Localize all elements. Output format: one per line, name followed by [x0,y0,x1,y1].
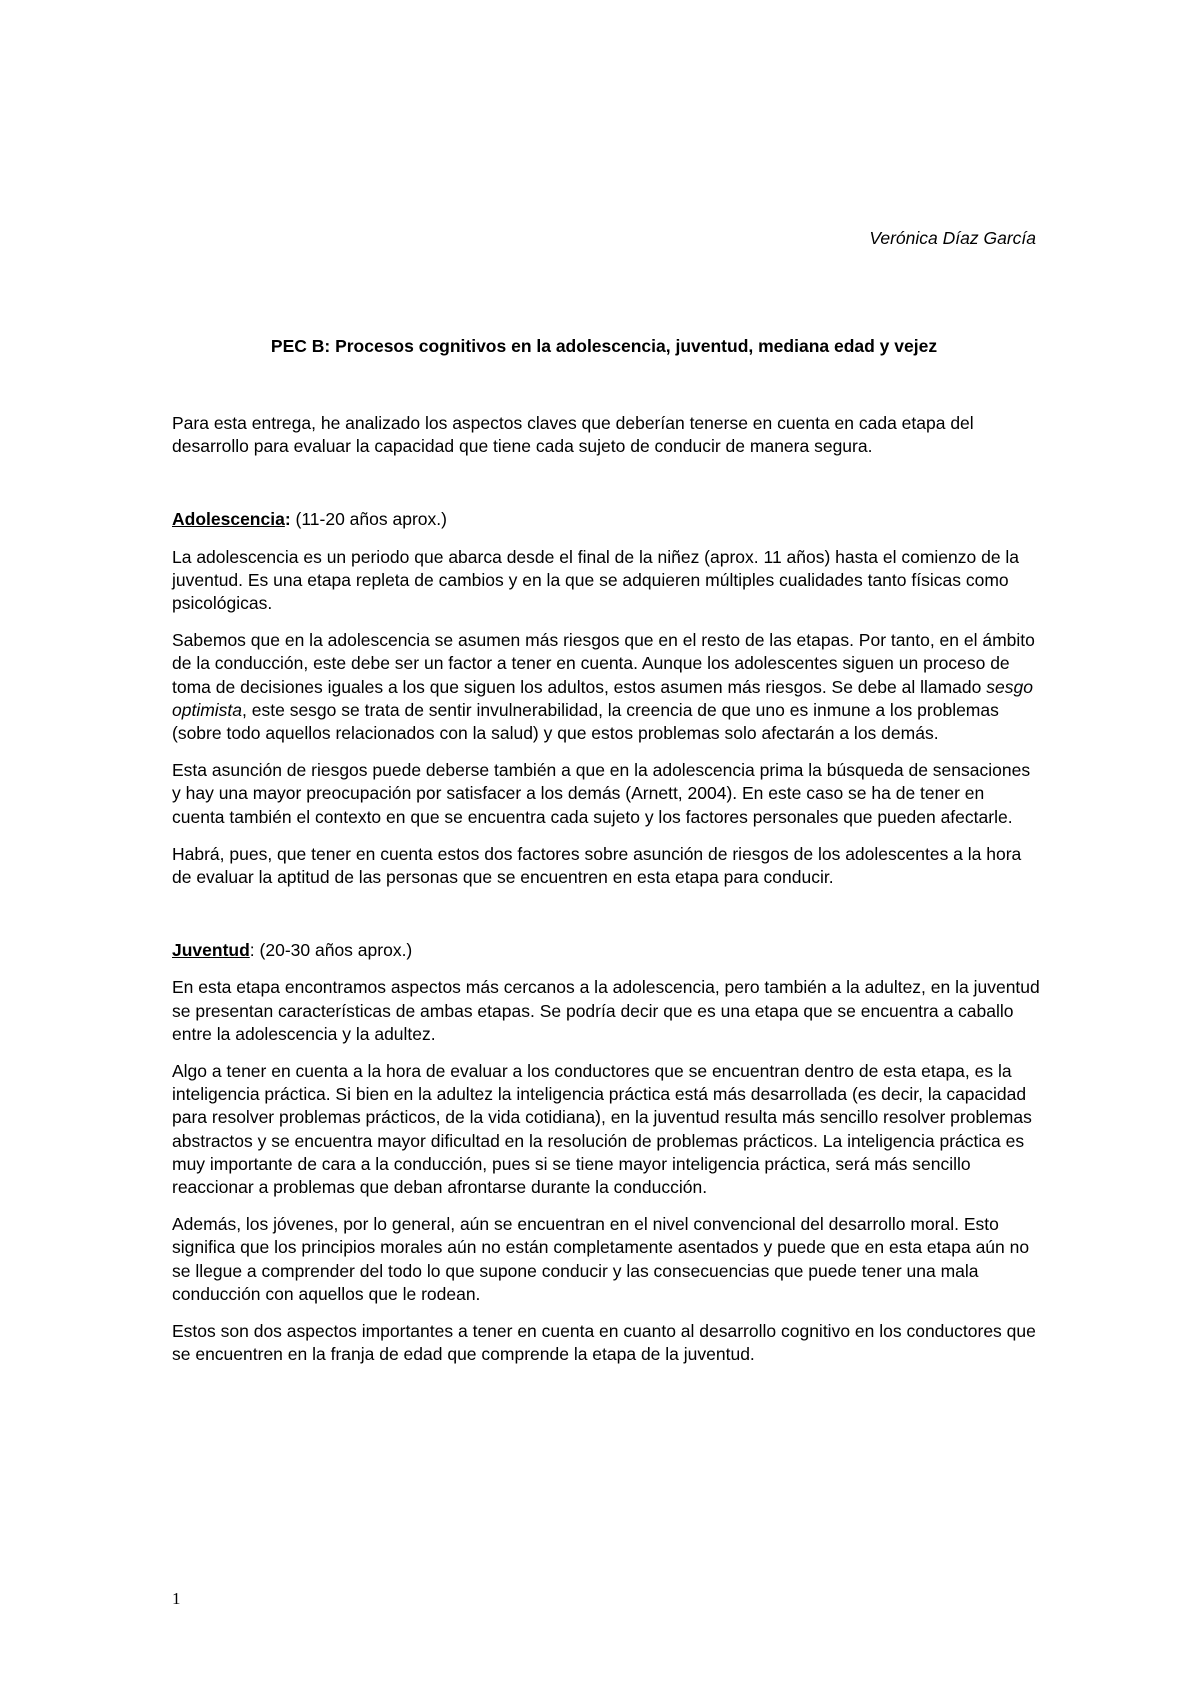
section-label-juventud: Juventud [172,940,250,961]
document-title: PEC B: Procesos cognitivos en la adolescencia, juventud, mediana edad y vejez [270,336,938,356]
juventud-paragraph-3: Además, los jóvenes, por lo general, aún se encuentran en el nivel convencional del desarrollo moral. Esto significa que los principios morales aún no están completamente asentados y puede que en esta etapa aún no se llegue a comprender del todo lo que supone conducir y las consecuencias que puede tener una mala conducción con aquellos que le rodean. [172,1214,1030,1304]
juventud-paragraph-2: Algo a tener en cuenta a la hora de evaluar a los conductores que se encuentran dentro de esta etapa, es la inteligencia práctica. Si bien en la adultez la inteligencia práctica está más desarrollada (es decir, la capacidad para resolver problemas prácticos, de la vida cotidiana), en la juventud resulta más sencillo resolver problemas abstractos y se encuentra mayor dificultad en la resolución de problemas prácticos. La inteligencia práctica es muy importante de cara a la conducción, pues si se tiene mayor inteligencia práctica, será más sencillo reaccionar a problemas que deban afrontarse durante la conducción. [172,1061,1032,1198]
author-name: Verónica Díaz García [869,228,1036,248]
section-colon-juventud: : [249,940,255,961]
sesgo-optimista-term: sesgo optimista [172,676,1033,720]
section-heading-adolescencia [172,508,1040,531]
page-number: 1 [172,1589,181,1608]
section-heading-juventud [172,939,1040,962]
adolescencia-paragraph-1: La adolescencia es un periodo que abarca desde el final de la niñez (aprox. 11 años) hasta el comienzo de la juventud. Es una etapa repleta de cambios y en la que se adquieren múltiples cualidades tanto físicas como psicológicas. [172,546,1020,614]
adolescencia-paragraph-4: Habrá, pues, que tener en cuenta estos dos factores sobre asunción de riesgos de los adolescentes a la hora de evaluar la aptitud de las personas que se encuentren en esta etapa para conducir. [172,843,1022,888]
adolescencia-paragraph-3: Esta asunción de riesgos puede deberse también a que en la adolescencia prima la búsqueda de sensaciones y hay una mayor preocupación por satisfacer a los demás (Arnett, 2004). En este caso se ha de tener en cuenta también el contexto en que se encuentra cada sujeto y los factores personales que pueden afectarle. [172,760,1031,827]
section-colon-adolescencia: : [284,509,291,530]
document-body [172,412,1040,1381]
juventud-paragraph-4: Estos son dos aspectos importantes a tener en cuenta en cuanto al desarrollo cognitivo en los conductores que se encuentren en la franja de edad que comprende la etapa de la juventud. [172,1321,1036,1365]
intro-paragraph: Para esta entrega, he analizado los aspectos claves que deberían tenerse en cuenta en cada etapa del desarrollo para evaluar la capacidad que tiene cada sujeto de conducir de manera segura. [172,413,974,457]
adolescencia-paragraph-2-end: , este sesgo se trata de sentir invulnerabilidad, la creencia de que uno es inmune a los problemas (sobre todo aquellos relacionados con la salud) y que estos problemas solo afectarán a los demás. [172,699,999,744]
section-range-adolescencia: (11-20 años aprox.) [290,509,447,530]
adolescencia-paragraph-2-start: Sabemos que en la adolescencia se asumen más riesgos que en el resto de las etapas. Por tanto, en el ámbito de la conducción, este debe ser un factor a tener en cuenta. Aunque los adolescentes siguen un proceso de toma de decisiones iguales a los que siguen los adultos, estos asumen más riesgos. Se debe al llamado [172,630,1035,697]
section-range-juventud: (20-30 años aprox.) [254,940,413,961]
adolescencia-paragraph-2 [172,629,1040,745]
section-label-adolescencia: Adolescencia [172,509,285,530]
juventud-paragraph-1: En esta etapa encontramos aspectos más cercanos a la adolescencia, pero también a la adultez, en la juventud se presentan características de ambas etapas. Se podría decir que es una etapa que se encuentra a caballo entre la adolescencia y la adultez. [172,977,1040,1044]
